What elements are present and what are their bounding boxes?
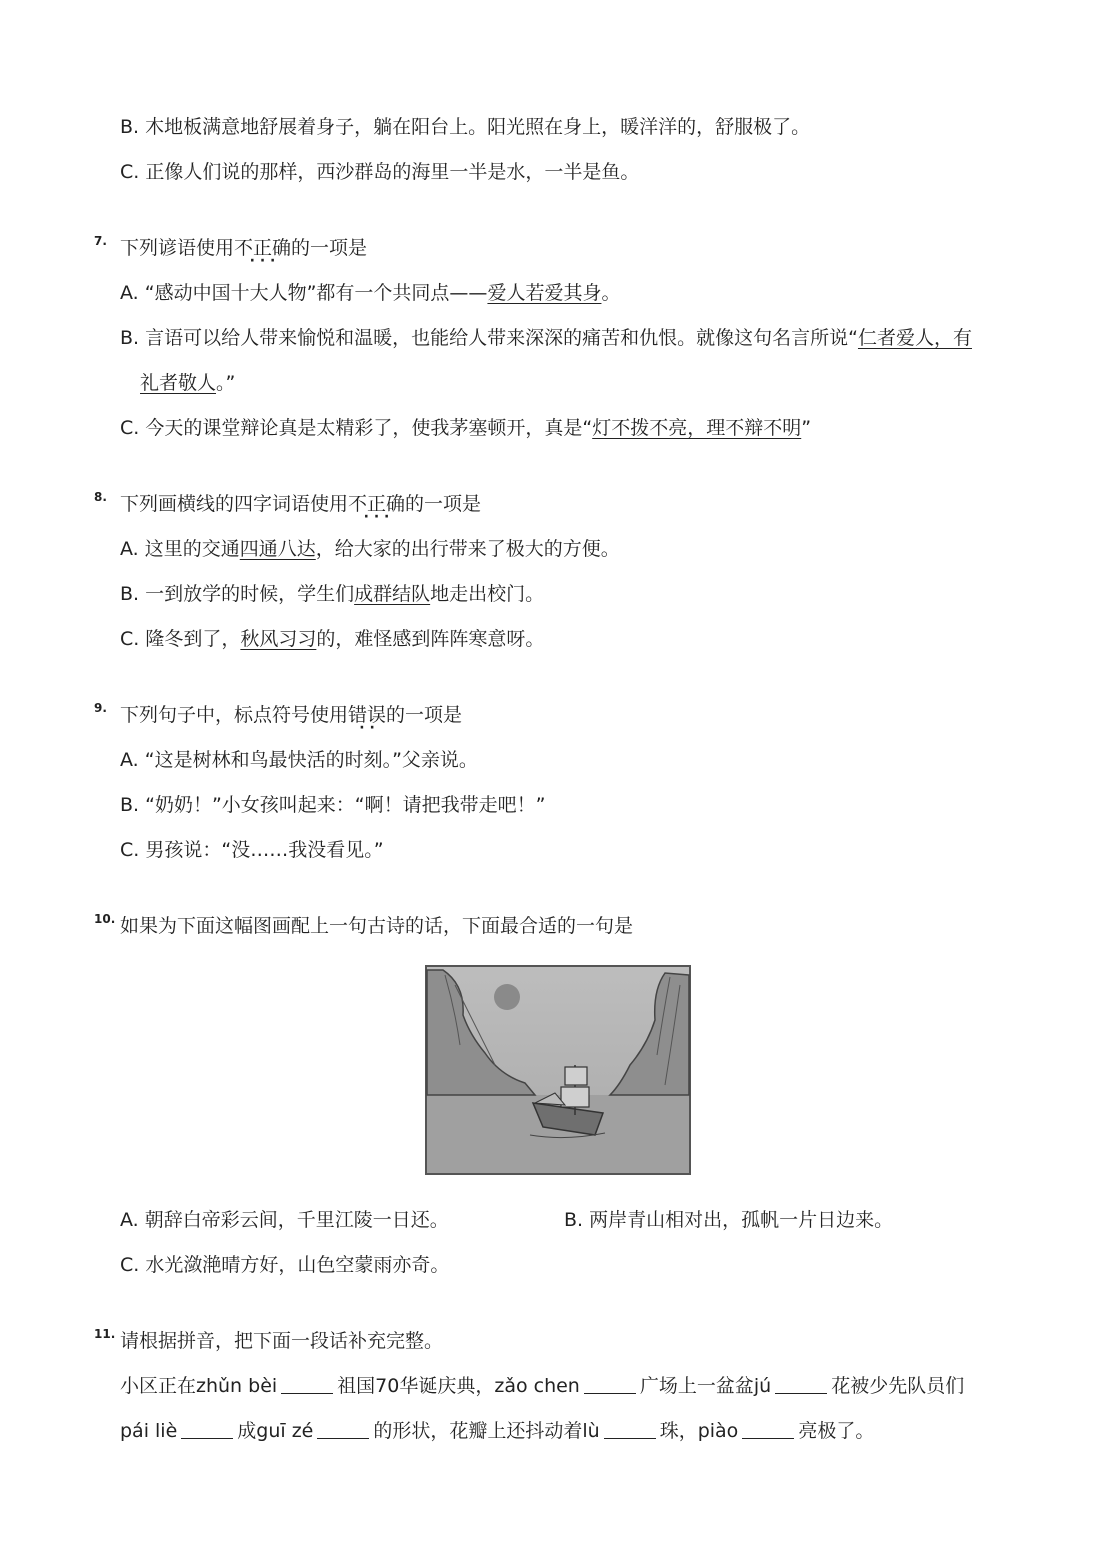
q9-number: 9. <box>94 701 107 715</box>
answer-blank[interactable] <box>584 1375 636 1394</box>
q8-option-b: B. 一到放学的时候，学生们成群结队地走出校门。 <box>120 583 545 605</box>
q11-stem: 请根据拼音，把下面一段话补充完整。 <box>120 1330 444 1352</box>
emphasis-dots: 不正确 · · · <box>348 492 405 516</box>
answer-blank[interactable] <box>281 1375 333 1394</box>
q9-option-c: C. 男孩说：“没……我没看见。” <box>120 839 384 861</box>
answer-blank[interactable] <box>181 1420 233 1439</box>
q8-option-c: C. 隆冬到了，秋风习习的，难怪感到阵阵寒意呀。 <box>120 628 545 650</box>
q10-option-b: B. 两岸青山相对出，孤帆一片日边来。 <box>564 1209 894 1231</box>
q8-number: 8. <box>94 490 107 504</box>
q7-option-c: C. 今天的课堂辩论真是太精彩了，使我茅塞顿开，真是“灯不拨不亮，理不辩不明” <box>120 417 812 439</box>
q10-number: 10. <box>94 912 116 926</box>
q7-option-b-cont: 礼者敬人。” <box>140 372 236 394</box>
q9-stem: 下列句子中，标点符号使用错误 · ·的一项是 <box>120 703 462 727</box>
answer-blank[interactable] <box>775 1375 827 1394</box>
answer-blank[interactable] <box>604 1420 656 1439</box>
q6-option-c: C. 正像人们说的那样，西沙群岛的海里一半是水，一半是鱼。 <box>120 161 640 183</box>
emphasis-dots: 错误 · · <box>348 703 386 727</box>
q11-paragraph-line-2: pái liè 成guī zé 的形状，花瓣上还抖动着lù 珠，piào 亮极了。 <box>120 1420 875 1442</box>
q11-number: 11. <box>94 1327 116 1341</box>
q7-option-a: A. “感动中国十大人物”都有一个共同点——爱人若爱其身。 <box>120 282 621 304</box>
q11-paragraph-line-1: 小区正在zhǔn bèi 祖国70华诞庆典，zǎo chen 广场上一盆盆jú 花被少先队员们 <box>120 1375 965 1397</box>
q8-option-a: A. 这里的交通四通八达，给大家的出行带来了极大的方便。 <box>120 538 620 560</box>
q7-option-b: B. 言语可以给人带来愉悦和温暖，也能给人带来深深的痛苦和仇恨。就像这句名言所说“仁者爱人，有 <box>120 327 972 349</box>
q8-stem: 下列画横线的四字词语使用不正确 · · ·的一项是 <box>120 492 481 516</box>
q10-stem: 如果为下面这幅图画配上一句古诗的话，下面最合适的一句是 <box>120 915 634 937</box>
q9-option-a: A. “这是树林和鸟最快活的时刻。”父亲说。 <box>120 749 478 771</box>
emphasis-dots: 不正确 · · · <box>234 236 291 260</box>
q7-number: 7. <box>94 234 107 248</box>
q10-option-a: A. 朝辞白帝彩云间，千里江陵一日还。 <box>120 1209 449 1231</box>
q7-stem: 下列谚语使用不正确 · · ·的一项是 <box>120 236 367 260</box>
answer-blank[interactable] <box>317 1420 369 1439</box>
boat-between-cliffs-picture <box>425 965 691 1175</box>
q6-option-b: B. 木地板满意地舒展着身子，躺在阳台上。阳光照在身上，暖洋洋的，舒服极了。 <box>120 116 811 138</box>
q9-option-b: B. “奶奶！”小女孩叫起来：“啊！请把我带走吧！” <box>120 794 546 816</box>
q10-option-c: C. 水光潋滟晴方好，山色空蒙雨亦奇。 <box>120 1254 450 1276</box>
answer-blank[interactable] <box>742 1420 794 1439</box>
